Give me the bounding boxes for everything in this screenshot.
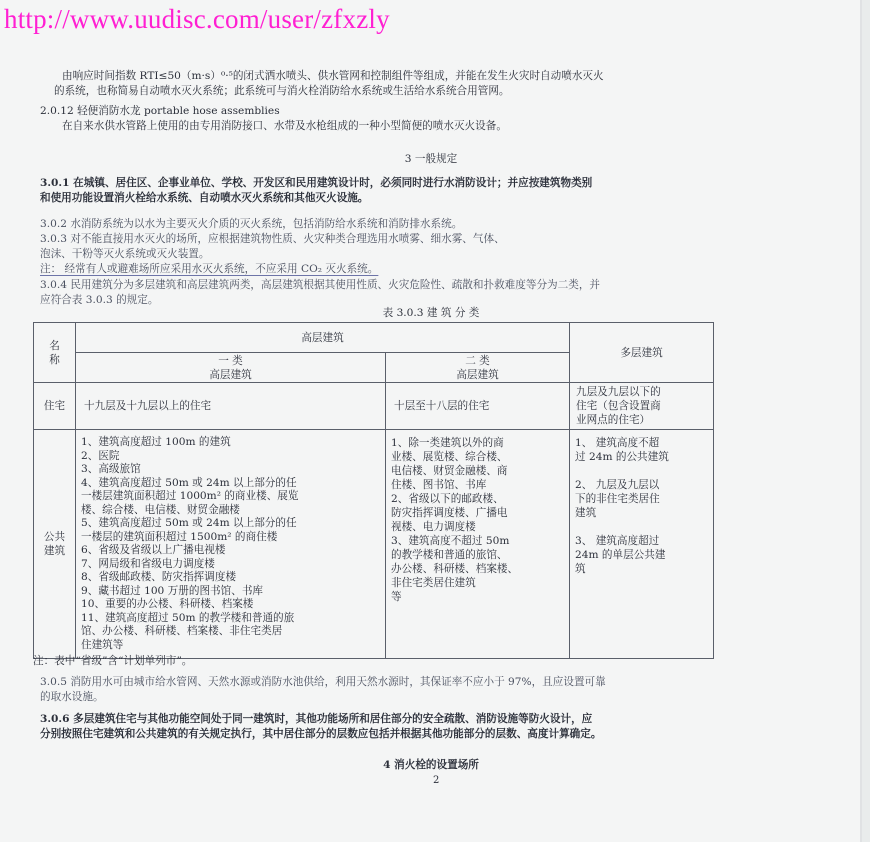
cell-line: 11、建筑高度超过 50m 的教学楼和普通的旅 <box>81 611 295 624</box>
text-line: 由响应时间指数 RTI≤50（m·s）⁰·⁵的闭式洒水喷头、供水管网和控制组件等组成，并能在发生火灾时自动喷水灭火 <box>62 70 604 82</box>
text-line: 分别按照住宅建筑和公共建筑的有关规定执行，其中居住部分的层数应包括并根据其他功能部分的层数、高度计算确定。 <box>40 728 602 740</box>
header-name-cell <box>34 323 76 383</box>
table-row-public <box>34 430 714 659</box>
cell-line: 馆、办公楼、科研楼、档案楼、非住宅类居 <box>81 625 283 637</box>
cell-line: 2、 九层及九层以 <box>575 479 660 491</box>
text-line: 应符合表 3.0.3 的规定。 <box>40 294 159 306</box>
clause-3-0-3 <box>40 232 505 277</box>
text-line: 3.0.5 消防用水可由城市给水管网、天然水源或消防水池供给，利用天然水源时，其保证率不应小于 97%，且应设置可靠 <box>40 676 606 688</box>
cell-line: 楼、综合楼、电信楼、财贸金融楼 <box>81 503 240 516</box>
building-classification-table <box>33 322 714 659</box>
cell-line: 24m 的单层公共建 <box>575 549 666 561</box>
clause-3-0-4 <box>40 278 600 308</box>
cell-line: 6、省级及省级以上广播电视楼 <box>81 544 226 556</box>
cell-line: 过 24m 的公共建筑 <box>575 451 669 463</box>
header-text: 高层建筑 <box>209 368 252 381</box>
page-number: 2 <box>433 775 440 786</box>
cell-line: 办公楼、科研楼、档案楼、 <box>391 563 519 575</box>
clause-3-0-1 <box>40 176 592 206</box>
cell-line: 2、省级以下的邮政楼、 <box>391 493 504 505</box>
residential-multi-storey <box>570 383 714 430</box>
header-multi-storey: 多层建筑 <box>570 323 714 383</box>
row-name-public <box>34 430 76 659</box>
cell-line: 3、 建筑高度超过 <box>575 535 660 547</box>
row-name-residential: 住宅 <box>34 383 76 430</box>
cell-line: 住宅（包含设置商 <box>576 400 661 412</box>
cell-line: 建筑 <box>43 545 66 557</box>
clause-3-0-6 <box>40 712 601 742</box>
text-line: 3.0.6 多层建筑住宅与其他功能空间处于同一建筑时，其他功能场所和居住部分的安全疏散、消防设施等防火设计，应 <box>40 713 593 725</box>
cell-line: 住建筑等 <box>81 638 124 651</box>
cell-line: 下的非住宅类居住 <box>575 493 660 505</box>
public-class-1 <box>76 430 386 659</box>
header-class-1 <box>76 353 386 383</box>
clause-3-0-2: 3.0.2 水消防系统为以水为主要灭火介质的灭火系统，包括消防给水系统和消防排水系统。 <box>40 218 463 230</box>
cell-line: 非住宅类居住建筑 <box>391 577 476 589</box>
cell-line: 公共 <box>43 531 66 543</box>
cell-line: 业网点的住宅） <box>576 414 651 426</box>
cell-line: 1、建筑高度超过 100m 的建筑 <box>81 436 231 448</box>
header-class-2 <box>386 353 570 383</box>
cell-line: 3、高级旅馆 <box>81 463 141 475</box>
cell-line: 1、除一类建筑以外的商 <box>391 437 504 449</box>
cell-line: 视楼、电力调度楼 <box>391 521 476 533</box>
cell-line: 建筑 <box>575 507 597 519</box>
cell-line: 1、 建筑高度不超 <box>575 437 660 449</box>
text-line: 3.0.3 对不能直接用水灭火的场所，应根据建筑物性质、火灾种类合理选用水喷雾、细水雾、气体、 <box>40 233 505 245</box>
cell-line: 10、重要的办公楼、科研楼、档案楼 <box>81 598 254 610</box>
cell-line: 8、省级邮政楼、防灾指挥调度楼 <box>81 571 237 583</box>
cell-line: 电信楼、财贸金融楼、商 <box>391 465 508 477</box>
cell-line: 3、建筑高度不超过 50m <box>391 535 510 547</box>
cell-line: 4、建筑高度超过 50m 或 24m 以上部分的任 <box>81 476 297 489</box>
public-class-2 <box>386 430 570 659</box>
clause-body: 在自来水供水管路上使用的由专用消防接口、水带及水枪组成的一种小型简便的喷水灭火设备。 <box>62 120 507 132</box>
text-line: 的系统，也称简易自动喷水灭火系统；此系统可与消火栓消防给水系统或生活给水系统合用管网。 <box>54 85 510 97</box>
cell-line: 5、建筑高度超过 50m 或 24m 以上部分的任 <box>81 517 297 529</box>
cell-line: 7、网局级和省级电力调度楼 <box>81 557 215 570</box>
table-row-residential <box>34 383 714 430</box>
text-line: 3.0.1 在城镇、居住区、企事业单位、学校、开发区和民用建筑设计时，必须同时进行水消防设计；并应按建筑物类别 <box>40 177 593 189</box>
cell-line: 防灾指挥调度楼、广播电 <box>391 507 508 519</box>
cell-line: 一楼层建筑面积超过 1000m² 的商业楼、展览 <box>81 490 299 502</box>
watermark-url: http://www.uudisc.com/user/zfxzly <box>4 4 390 34</box>
clause-2-0-11-tail <box>54 69 604 99</box>
note-3-0-3: 注： 经常有人或避难场所应采用水灭火系统，不应采用 CO₂ 灭火系统。 <box>40 263 379 275</box>
scan-edge <box>862 0 870 842</box>
text-line: 泡沫、干粉等灭火系统或灭火装置。 <box>40 248 210 260</box>
cell-line <box>575 464 708 478</box>
cell-line: 住楼、图书馆、书库 <box>391 479 487 491</box>
cell-line <box>575 520 708 534</box>
clause-2-0-12 <box>40 104 507 134</box>
header-text: 二 类 <box>465 354 490 367</box>
cell-line: 2、医院 <box>81 449 120 462</box>
header-high-rise: 高层建筑 <box>76 323 570 353</box>
text-line: 的取水设施。 <box>40 691 104 703</box>
header-text: 高层建筑 <box>456 368 499 381</box>
residential-class-1: 十九层及十九层以上的住宅 <box>76 383 386 430</box>
header-text: 名 <box>49 339 60 352</box>
public-multi-storey <box>570 430 714 659</box>
cell-line: 业楼、展览楼、综合楼、 <box>391 451 508 463</box>
cell-line: 的教学楼和普通的旅馆、 <box>391 549 508 561</box>
residential-class-2: 十层至十八层的住宅 <box>386 383 570 430</box>
section-3-title: 3 一般规定 <box>404 153 458 165</box>
cell-line: 9、藏书超过 100 万册的图书馆、书库 <box>81 584 264 597</box>
clause-3-0-5 <box>40 675 606 705</box>
cell-line: 九层及九层以下的 <box>576 386 661 398</box>
text-line: 3.0.4 民用建筑分为多层建筑和高层建筑两类，高层建筑根据其使用性质、火灾危险性、疏散和扑救难度等分为二类，并 <box>40 279 601 291</box>
text-line: 和使用功能设置消火栓给水系统、自动喷水灭火系统和其他灭火设施。 <box>40 192 369 204</box>
section-4-title: 4 消火栓的设置场所 <box>383 759 479 771</box>
table-note: 注：表中“省级”含“计划单列市”。 <box>33 655 193 667</box>
header-text: 称 <box>49 353 60 366</box>
cell-line: 等 <box>391 591 402 603</box>
header-text: 一 类 <box>218 354 243 367</box>
clause-heading: 2.0.12 轻便消防水龙 portable hose assemblies <box>40 105 280 117</box>
table-caption: 表 3.0.3 建 筑 分 类 <box>382 307 480 319</box>
cell-line: 筑 <box>575 563 586 575</box>
cell-line: 一楼层的建筑面积超过 1500m² 的商住楼 <box>81 530 278 543</box>
